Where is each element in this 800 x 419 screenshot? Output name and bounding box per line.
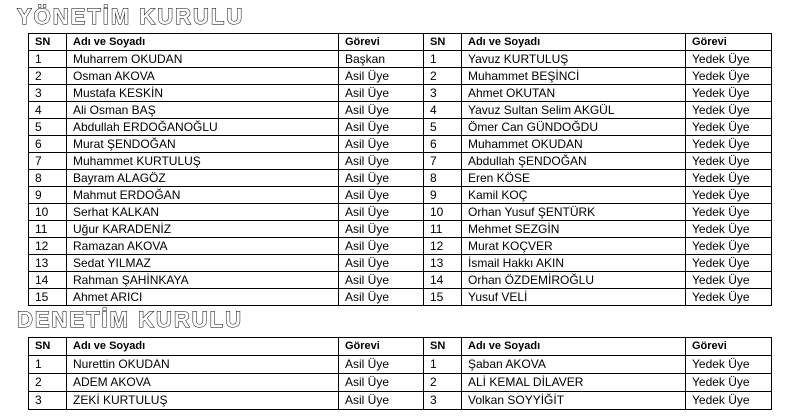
table-row — [29, 204, 772, 221]
member-sn: 13 — [29, 255, 67, 272]
member-name: Rahman ŞAHİNKAYA — [67, 272, 339, 289]
member-sn: 14 — [29, 272, 67, 289]
header-role: Görevi — [339, 34, 424, 51]
table-row — [29, 170, 772, 187]
table-row — [29, 85, 772, 102]
member-role: Asil Üye — [339, 238, 424, 255]
table-row — [29, 51, 772, 68]
member-sn: 3 — [29, 392, 67, 410]
member-sn: 8 — [424, 170, 462, 187]
member-name: Sedat YILMAZ — [67, 255, 339, 272]
table-row — [29, 119, 772, 136]
member-role: Yedek Üye — [686, 272, 772, 289]
member-name: Mehmet SEZGİN — [462, 221, 686, 238]
member-name: ALİ KEMAL DİLAVER — [462, 374, 686, 392]
member-name: Mustafa KESKİN — [67, 85, 339, 102]
header-name: Adı ve Soyadı — [462, 34, 686, 51]
member-sn: 4 — [29, 102, 67, 119]
member-sn: 1 — [424, 356, 462, 374]
table-row — [29, 102, 772, 119]
table-row — [29, 153, 772, 170]
table-row — [29, 221, 772, 238]
member-name: Murat KOÇVER — [462, 238, 686, 255]
member-sn: 2 — [424, 374, 462, 392]
member-name: İsmail Hakkı AKIN — [462, 255, 686, 272]
header-sn: SN — [424, 34, 462, 51]
member-name: Yusuf VELİ — [462, 289, 686, 306]
member-name: Serhat KALKAN — [67, 204, 339, 221]
member-role: Yedek Üye — [686, 221, 772, 238]
member-role: Asil Üye — [339, 136, 424, 153]
member-role: Asil Üye — [339, 272, 424, 289]
member-role: Asil Üye — [339, 170, 424, 187]
member-name: ADEM AKOVA — [67, 374, 339, 392]
member-role: Asil Üye — [339, 255, 424, 272]
member-role: Yedek Üye — [686, 187, 772, 204]
member-name: Mahmut ERDOĞAN — [67, 187, 339, 204]
member-role: Yedek Üye — [686, 170, 772, 187]
table-row — [29, 136, 772, 153]
member-sn: 1 — [29, 356, 67, 374]
member-name: Abdullah ERDOĞANOĞLU — [67, 119, 339, 136]
member-role: Asil Üye — [339, 153, 424, 170]
member-sn: 11 — [29, 221, 67, 238]
header-role: Görevi — [339, 338, 424, 356]
member-role: Asil Üye — [339, 68, 424, 85]
member-name: Ramazan AKOVA — [67, 238, 339, 255]
member-role: Asil Üye — [339, 85, 424, 102]
member-sn: 12 — [424, 238, 462, 255]
member-sn: 10 — [29, 204, 67, 221]
member-role: Yedek Üye — [686, 136, 772, 153]
member-name: Kamil KOÇ — [462, 187, 686, 204]
member-role: Yedek Üye — [686, 289, 772, 306]
table-header-row — [29, 34, 772, 51]
member-role: Yedek Üye — [686, 68, 772, 85]
member-sn: 5 — [29, 119, 67, 136]
member-role: Asil Üye — [339, 356, 424, 374]
member-role: Yedek Üye — [686, 85, 772, 102]
denetim-kurulu-title: DENETİM KURULU — [17, 307, 243, 332]
member-sn: 14 — [424, 272, 462, 289]
member-sn: 15 — [424, 289, 462, 306]
member-sn: 6 — [29, 136, 67, 153]
member-sn: 1 — [29, 51, 67, 68]
member-role: Asil Üye — [339, 374, 424, 392]
header-sn: SN — [29, 338, 67, 356]
member-sn: 7 — [29, 153, 67, 170]
table-row — [29, 272, 772, 289]
member-sn: 2 — [29, 374, 67, 392]
member-name: ZEKİ KURTULUŞ — [67, 392, 339, 410]
member-sn: 10 — [424, 204, 462, 221]
member-role: Asil Üye — [339, 102, 424, 119]
member-role: Asil Üye — [339, 119, 424, 136]
member-sn: 4 — [424, 102, 462, 119]
table-row — [29, 238, 772, 255]
header-name: Adı ve Soyadı — [462, 338, 686, 356]
member-name: Muhammet KURTULUŞ — [67, 153, 339, 170]
header-role: Görevi — [686, 34, 772, 51]
member-sn: 11 — [424, 221, 462, 238]
member-sn: 7 — [424, 153, 462, 170]
member-sn: 9 — [29, 187, 67, 204]
member-name: Şaban AKOVA — [462, 356, 686, 374]
member-role: Asil Üye — [339, 187, 424, 204]
member-sn: 3 — [424, 392, 462, 410]
member-role: Yedek Üye — [686, 374, 772, 392]
member-name: Ömer Can GÜNDOĞDU — [462, 119, 686, 136]
member-sn: 9 — [424, 187, 462, 204]
member-role: Asil Üye — [339, 289, 424, 306]
member-name: Muhammet OKUDAN — [462, 136, 686, 153]
member-sn: 3 — [29, 85, 67, 102]
member-name: Osman AKOVA — [67, 68, 339, 85]
member-name: Nurettin OKUDAN — [67, 356, 339, 374]
member-sn: 5 — [424, 119, 462, 136]
member-role: Yedek Üye — [686, 392, 772, 410]
member-sn: 15 — [29, 289, 67, 306]
member-role: Yedek Üye — [686, 102, 772, 119]
member-sn: 13 — [424, 255, 462, 272]
member-sn: 2 — [29, 68, 67, 85]
member-role: Yedek Üye — [686, 51, 772, 68]
member-name: Ali Osman BAŞ — [67, 102, 339, 119]
member-name: Bayram ALAGÖZ — [67, 170, 339, 187]
table-row — [29, 356, 772, 374]
member-name: Yavuz Sultan Selim AKGÜL — [462, 102, 686, 119]
table-row — [29, 289, 772, 306]
member-name: Orhan Yusuf ŞENTÜRK — [462, 204, 686, 221]
yonetim-kurulu-title: YÖNETİM KURULU — [17, 4, 245, 29]
member-name: Muhammet BEŞİNCİ — [462, 68, 686, 85]
member-name: Eren KÖSE — [462, 170, 686, 187]
table-row — [29, 187, 772, 204]
header-role: Görevi — [686, 338, 772, 356]
member-role: Yedek Üye — [686, 255, 772, 272]
member-role: Yedek Üye — [686, 204, 772, 221]
member-name: Ahmet OKUTAN — [462, 85, 686, 102]
member-role: Yedek Üye — [686, 238, 772, 255]
member-name: Murat ŞENDOĞAN — [67, 136, 339, 153]
member-sn: 8 — [29, 170, 67, 187]
member-sn: 1 — [424, 51, 462, 68]
member-name: Abdullah ŞENDOĞAN — [462, 153, 686, 170]
member-role: Asil Üye — [339, 221, 424, 238]
header-sn: SN — [29, 34, 67, 51]
table-header-row — [29, 338, 772, 356]
member-name: Muharrem OKUDAN — [67, 51, 339, 68]
table-row — [29, 374, 772, 392]
member-name: Yavuz KURTULUŞ — [462, 51, 686, 68]
member-name: Uğur KARADENİZ — [67, 221, 339, 238]
header-sn: SN — [424, 338, 462, 356]
member-role: Yedek Üye — [686, 356, 772, 374]
yonetim-kurulu-table — [28, 33, 772, 306]
member-sn: 2 — [424, 68, 462, 85]
member-role: Asil Üye — [339, 392, 424, 410]
table-row — [29, 68, 772, 85]
member-sn: 3 — [424, 85, 462, 102]
member-sn: 12 — [29, 238, 67, 255]
header-name: Adı ve Soyadı — [67, 34, 339, 51]
member-role: Başkan — [339, 51, 424, 68]
member-name: Ahmet ARICI — [67, 289, 339, 306]
member-role: Yedek Üye — [686, 153, 772, 170]
member-role: Asil Üye — [339, 204, 424, 221]
member-name: Volkan SOYYİĞİT — [462, 392, 686, 410]
member-name: Orhan ÖZDEMİROĞLU — [462, 272, 686, 289]
member-role: Yedek Üye — [686, 119, 772, 136]
table-row — [29, 392, 772, 410]
member-sn: 6 — [424, 136, 462, 153]
table-row — [29, 255, 772, 272]
header-name: Adı ve Soyadı — [67, 338, 339, 356]
denetim-kurulu-table — [28, 337, 772, 410]
